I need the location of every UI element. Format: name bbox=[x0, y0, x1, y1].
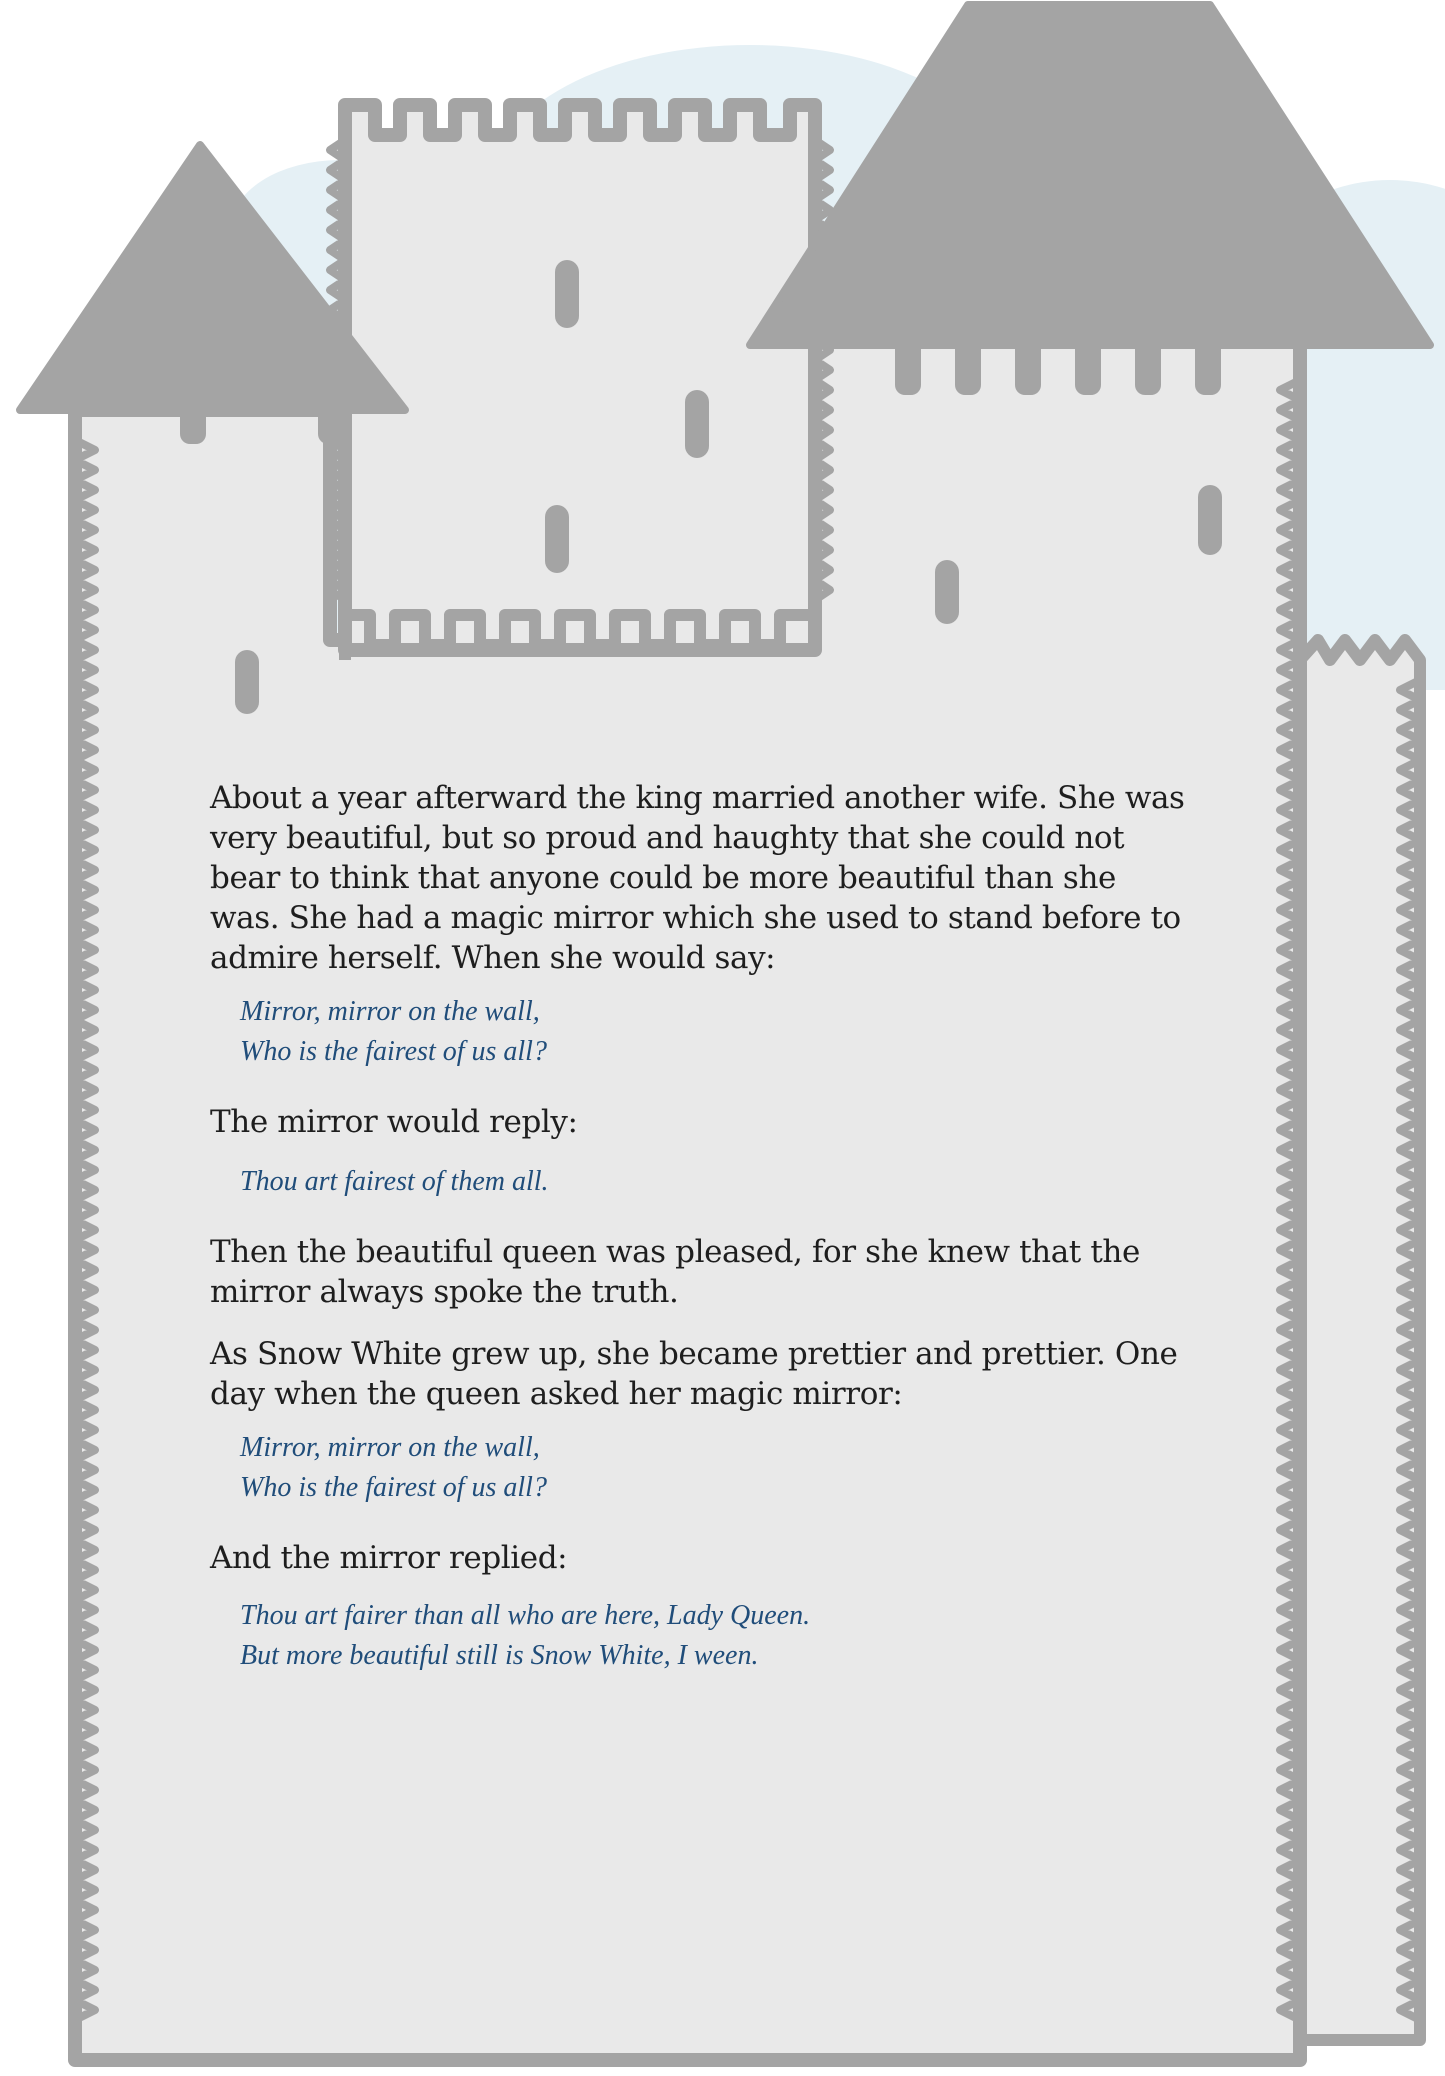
verse-line: Thou art fairest of them all. bbox=[240, 1166, 549, 1197]
verse-line: Who is the fairest of us all? bbox=[240, 1472, 547, 1503]
verse-line: Mirror, mirror on the wall, bbox=[240, 1432, 540, 1463]
paragraph-mirror-reply: The mirror would reply: bbox=[210, 1104, 578, 1140]
verse-mirror-answer-1 bbox=[210, 1162, 1190, 1202]
left-roof-merlon bbox=[180, 400, 206, 444]
right-roof-merlon bbox=[1015, 335, 1041, 395]
right-roof-merlon bbox=[955, 335, 981, 395]
verse-line: But more beautiful still is Snow White, I ween. bbox=[240, 1640, 759, 1671]
right-roof-merlon bbox=[895, 335, 921, 395]
castle-keep bbox=[345, 105, 815, 650]
verse-line: Mirror, mirror on the wall, bbox=[240, 996, 540, 1027]
paragraph-snow-white-grew: As Snow White grew up, she became prettier and prettier. One day when the queen asked her magic mirror: bbox=[210, 1336, 1178, 1412]
verse-line: Thou art fairer than all who are here, Lady Queen. bbox=[240, 1600, 811, 1631]
paragraph-king-married: About a year afterward the king married another wife. She was very beautiful, but so proud and haughty that she could not bear to think that anyone could be more beautiful than she was. She had a magic mirror which she used to stand before to admire herself. When she would say: bbox=[210, 780, 1185, 976]
verse-mirror-answer-2 bbox=[210, 1596, 1190, 1676]
right-roof-merlon bbox=[1135, 335, 1161, 395]
paragraph-mirror-replied: And the mirror replied: bbox=[210, 1540, 568, 1576]
story-text bbox=[210, 778, 1190, 1676]
right-roof-merlon bbox=[1195, 335, 1221, 395]
right-roof-merlon bbox=[1075, 335, 1101, 395]
verse-line: Who is the fairest of us all? bbox=[240, 1036, 547, 1067]
verse-mirror-question-2 bbox=[210, 1428, 1190, 1508]
verse-mirror-question-1 bbox=[210, 992, 1190, 1072]
paragraph-queen-pleased: Then the beautiful queen was pleased, for she knew that the mirror always spoke the truth. bbox=[210, 1234, 1140, 1310]
